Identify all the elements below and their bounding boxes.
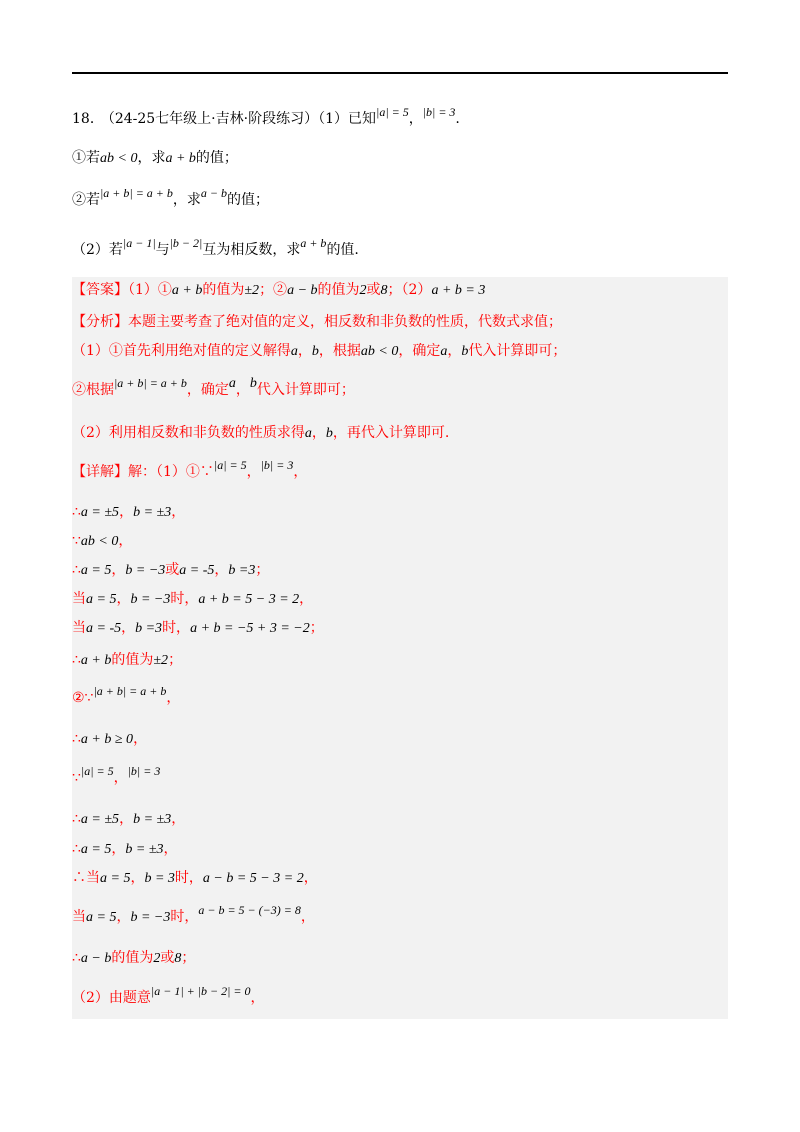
detail-text: ∴ [72,731,81,747]
detail-text: 时， [170,591,199,607]
detail-math: b =3 [228,563,256,578]
detail-math: b = 3 [144,871,175,886]
detail-text: 时， [174,870,203,886]
detail-math: |b| = 3 [127,764,161,778]
sub2-expression: a − b [200,186,227,200]
sub2-prefix: ②若 [72,192,100,208]
analysis-math: a [290,344,298,359]
detail-math: |b| = 3 [260,458,294,472]
detail-text: ， [250,990,265,1006]
detail-math: |a| = 5 [80,764,114,778]
part2-expression-1: |a − 1| [122,236,156,250]
analysis-math: |a + b| = a + b [114,376,187,390]
detail-math: a = 5 [80,563,112,578]
detail-math: a + b = −5 + 3 = −2 [190,621,310,636]
given-abs-a: |a| = 5 [376,105,409,119]
detail-text: ∴ [72,504,81,520]
sub1-suffix: 的值； [195,150,238,166]
detail-text: 或 [160,950,175,966]
analysis-text: ， [297,343,312,359]
detail-text: 当 [72,909,86,925]
detail-text: ， [293,464,308,480]
detail-math: b = ±3 [125,842,164,857]
detail-math: ±2 [153,653,169,668]
detail-math: |a + b| = a + b [93,684,167,698]
detail-math: b = −3 [125,563,166,578]
detail-text: ； [309,620,324,636]
detail-math: a = ±5 [80,812,120,827]
given-end: . [455,111,460,127]
detail-line [72,809,185,830]
detail-line [72,868,318,889]
detail-line [72,984,265,1008]
answer-math: a + b [171,283,203,298]
analysis-line [72,312,562,332]
detail-line [72,502,185,523]
detail-math: 8 [174,951,182,966]
detail-math: b =3 [135,621,163,636]
detail-text: ； [181,950,196,966]
detail-text: 当 [72,591,86,607]
detail-line [72,903,315,928]
detail-line [72,764,161,788]
detail-text: ∴当 [72,870,100,886]
detail-math: a − b = 5 − 3 = 2 [202,871,304,886]
detail-math: b = ±3 [133,812,172,827]
detail-text: ， [121,620,136,636]
detail-math: a = 5 [80,842,112,857]
answer-tag: 【答案】 [72,282,128,298]
detail-text: ， [246,464,261,480]
given-abs-b: |b| = 3 [422,105,456,119]
answer-line [72,280,485,301]
detail-text: ∴ [72,950,81,966]
answer-text: （1）① [128,282,172,298]
detail-line [72,650,182,671]
sub2-suffix: 的值； [227,192,269,208]
detail-text: ， [130,870,145,886]
detail-text: ， [299,591,314,607]
answer-math: ±2 [244,283,260,298]
sub1-condition: ab < 0 [100,151,138,166]
analysis-math: b [249,376,257,391]
analysis-math: b [325,426,333,441]
sub1-mid: ，求 [137,150,166,166]
detail-line [72,839,178,860]
analysis-text: 代入计算即可； [256,382,355,398]
analysis-part2-line [72,423,449,444]
analysis-math: b [311,344,319,359]
analysis-text: ②根据 [72,382,114,398]
detail-math: a + b = 5 − 3 = 2 [198,592,300,607]
detail-text: （2）由题意 [72,990,151,1006]
detail-line [72,458,308,482]
detail-text: ， [116,909,131,925]
detail-text: 【详解】解：（1）①∵ [72,464,214,480]
detail-math: b = ±3 [133,505,172,520]
detail-text: ， [119,504,134,520]
part2-text: 互为相反数，求 [202,242,301,258]
detail-text: 的值为 [111,950,154,966]
detail-text: ， [171,504,186,520]
detail-text: ， [119,811,134,827]
detail-text: ； [168,652,183,668]
detail-text: ， [111,841,126,857]
sub2-condition: |a + b| = a + b [100,186,173,200]
detail-line [72,618,324,639]
detail-text: 当 [72,620,86,636]
answer-text: ；（2） [387,282,432,298]
question-line-1 [72,105,460,129]
detail-math: b = −3 [130,592,171,607]
detail-math: a = ±5 [80,505,120,520]
analysis-math: b [461,344,469,359]
detail-text: ， [300,909,315,925]
analysis-part1-line [72,341,566,362]
detail-math: ab < 0 [80,534,119,549]
detail-math: b = −3 [130,910,171,925]
detail-math: a − b [80,951,112,966]
analysis-text: ， [235,382,250,398]
detail-text: ∵ [72,770,81,786]
detail-line [72,948,195,969]
detail-text: ， [166,690,181,706]
analysis-text: （2）利用相反数和非负数的性质求得 [72,425,305,441]
detail-text: ， [171,811,186,827]
analysis-math: a [304,426,312,441]
detail-math: a − b = 5 − (−3) = 8 [198,903,301,917]
detail-text: 时， [170,909,199,925]
header-rule [72,72,728,74]
analysis-math: a [228,376,236,391]
question-number: 18． [72,111,104,127]
part2-expression: a + b [300,236,327,250]
detail-text: ， [111,562,126,578]
part2-mid: 与 [155,242,170,258]
analysis-text: ，根据 [318,343,361,359]
detail-math: 2 [153,951,161,966]
detail-text: ， [113,770,128,786]
detail-math: a = 5 [100,871,131,886]
answer-math: 2 [359,283,367,298]
detail-text: ， [116,591,131,607]
detail-text: ∴ [72,562,81,578]
detail-line [72,729,147,750]
detail-text: 的值为 [111,652,154,668]
detail-math: a = -5 [86,621,122,636]
detail-text: ∴ [72,652,81,668]
part2-expression-2: |b − 2| [169,236,203,250]
question-part2 [72,236,359,260]
detail-text: ， [303,870,318,886]
answer-text: 或 [366,282,381,298]
detail-text: ， [214,562,229,578]
given-separator: ， [408,111,423,127]
answer-math: 8 [380,283,388,298]
detail-line [72,560,269,581]
answer-text: 的值为 [202,282,245,298]
question-sub2 [72,186,269,210]
detail-text: ②∵ [72,690,94,706]
detail-text: 时， [162,620,191,636]
question-source: （24-25七年级上·吉林·阶段练习） [107,111,319,127]
question-part1-intro: （1）已知 [318,111,377,127]
detail-line [72,531,132,552]
detail-text: ， [163,841,178,857]
sub1-prefix: ①若 [72,150,100,166]
detail-text: ， [133,731,148,747]
detail-line [72,684,181,708]
sub2-mid: ，求 [172,192,201,208]
analysis-math: ab < 0 [360,344,399,359]
question-sub1 [72,148,238,169]
analysis-part1b-line [72,376,355,401]
detail-text: ， [118,533,133,549]
detail-text: ∵ [72,533,81,549]
detail-math: a = 5 [86,592,117,607]
detail-math: a = -5 [179,563,215,578]
analysis-text: 【分析】本题主要考查了绝对值的定义，相反数和非负数的性质，代数式求值； [72,314,562,330]
detail-math: |a − 1| + |b − 2| = 0 [150,984,251,998]
detail-math: a = 5 [86,910,117,925]
analysis-text: （1）①首先利用绝对值的定义解得 [72,343,291,359]
detail-line [72,589,313,610]
sub1-expression: a + b [165,151,196,166]
analysis-text: ，再代入计算即可. [332,425,450,441]
analysis-text: ， [447,343,462,359]
analysis-text: ，确定 [398,343,441,359]
part2-prefix: （2）若 [72,242,123,258]
answer-math: a − b [287,283,318,298]
detail-text: ∴ [72,811,81,827]
answer-math: a + b = 3 [431,283,486,298]
analysis-math: a [440,344,448,359]
part2-suffix: 的值. [326,242,359,258]
detail-text: ； [255,562,270,578]
analysis-text: 代入计算即可； [468,343,567,359]
detail-math: a + b ≥ 0 [80,732,134,747]
analysis-text: ， [311,425,326,441]
analysis-text: ，确定 [186,382,229,398]
detail-math: a + b [80,653,112,668]
detail-text: 或 [165,562,180,578]
answer-text: 的值为 [317,282,360,298]
answer-text: ；② [259,282,288,298]
detail-math: |a| = 5 [213,458,247,472]
detail-text: ∴ [72,841,81,857]
